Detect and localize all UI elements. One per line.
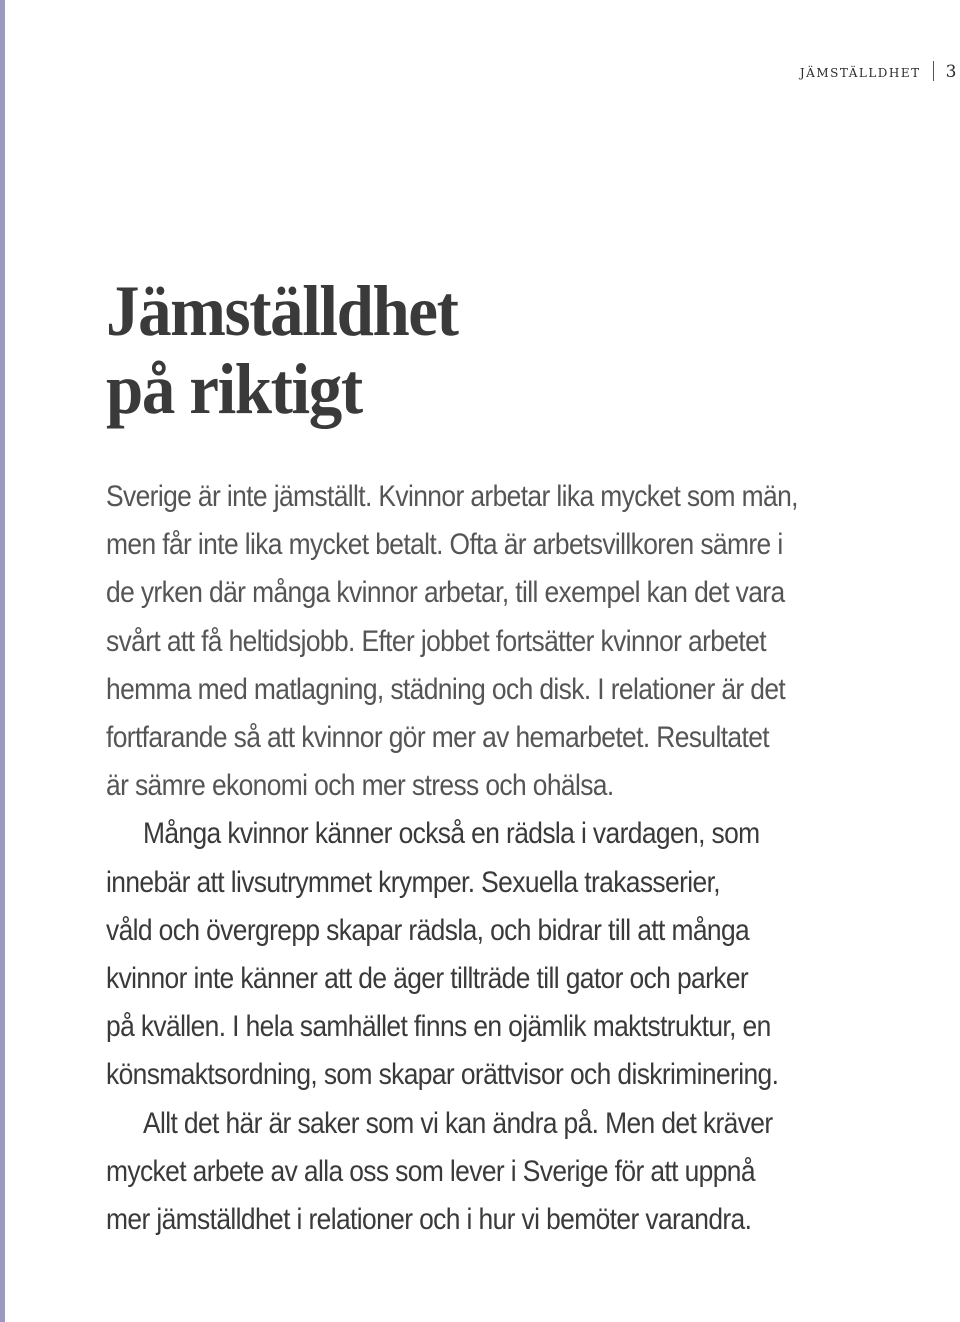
paragraph-line: innebär att livsutrymmet krymper. Sexuella trakasserier, xyxy=(106,865,721,899)
running-head xyxy=(0,60,960,84)
running-head-divider xyxy=(933,61,934,81)
paragraph-line: Sverige är inte jämställt. Kvinnor arbetar lika mycket som män, xyxy=(106,480,798,513)
paragraph-3 xyxy=(106,1100,854,1245)
paragraph-line: kvinnor inte känner att de äger tillträde till gator och parker xyxy=(106,962,749,996)
paragraph-line: hemma med matlagning, städning och disk. I relationer är det xyxy=(106,672,786,706)
paragraph-line: de yrken där många kvinnor arbetar, till exempel kan det vara xyxy=(106,576,785,610)
paragraph-line: mycket arbete av alla oss som lever i Sverige för att uppnå xyxy=(106,1154,755,1188)
paragraph-line: är sämre ekonomi och mer stress och ohälsa. xyxy=(106,769,614,803)
page-title-line-1: Jämställdhet xyxy=(106,271,458,351)
paragraph-line: Allt det här är saker som vi kan ändra på. Men det kräver xyxy=(142,1106,773,1140)
page-title-line-2: på riktigt xyxy=(106,349,362,429)
running-head-section: jämställdhet xyxy=(799,62,921,82)
body-text xyxy=(106,473,854,1244)
paragraph-line: på kvällen. I hela samhället finns en ojämlik maktstruktur, en xyxy=(106,1010,771,1044)
page-number: 3 xyxy=(945,62,958,82)
paragraph-1 xyxy=(106,473,854,810)
paragraph-line: våld och övergrepp skapar rädsla, och bidrar till att många xyxy=(106,913,750,947)
paragraph-line: men får inte lika mycket betalt. Ofta är arbetsvillkoren sämre i xyxy=(106,528,783,562)
paragraph-line: Många kvinnor känner också en rädsla i vardagen, som xyxy=(142,817,760,851)
paragraph-line: mer jämställdhet i relationer och i hur vi bemöter varandra. xyxy=(106,1203,752,1237)
paragraph-2 xyxy=(106,810,854,1099)
paragraph-line: fortfarande så att kvinnor gör mer av hemarbetet. Resultatet xyxy=(106,721,769,755)
page-title xyxy=(106,272,458,428)
page-edge-bar xyxy=(0,0,5,1322)
paragraph-line: könsmaktsordning, som skapar orättvisor och diskriminering. xyxy=(106,1058,779,1092)
paragraph-line: svårt att få heltidsjobb. Efter jobbet fortsätter kvinnor arbetet xyxy=(106,624,766,658)
